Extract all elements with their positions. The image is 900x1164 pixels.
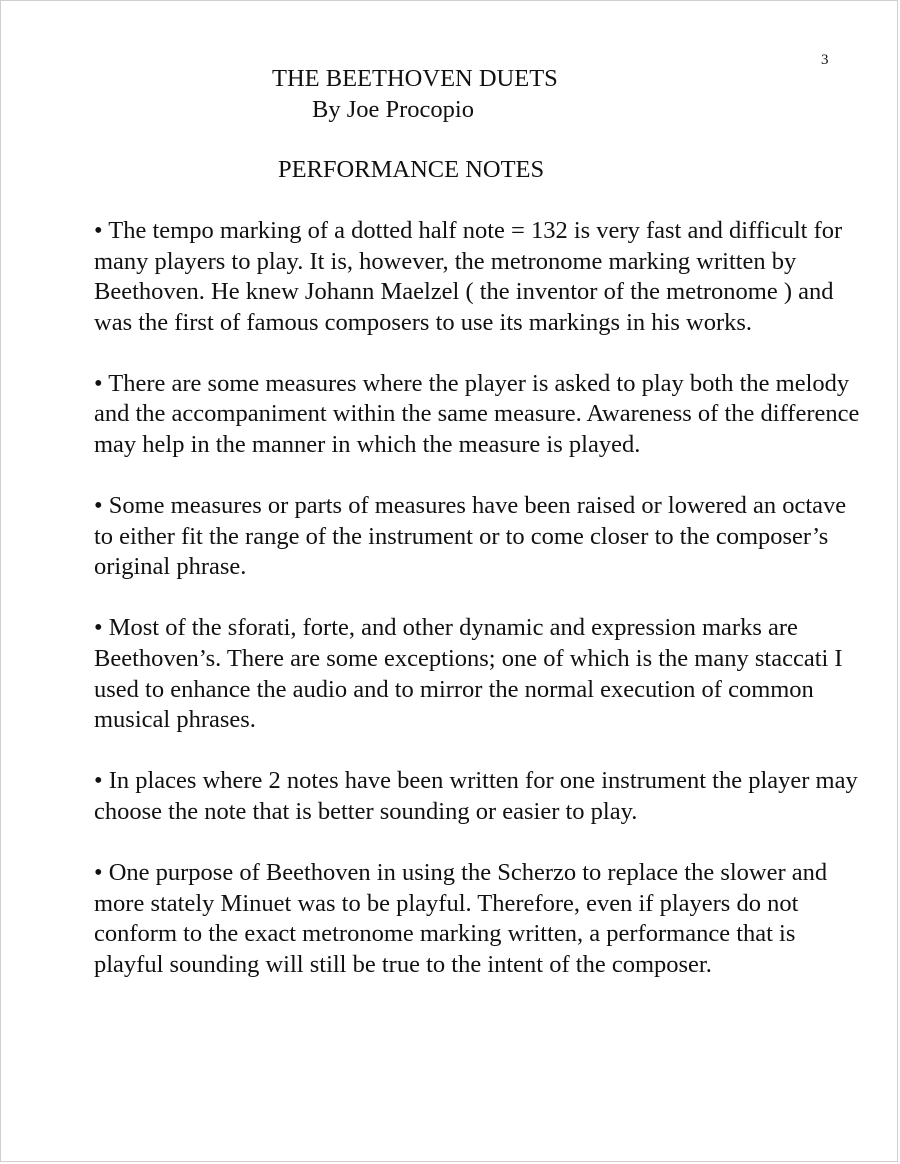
section-heading: PERFORMANCE NOTES <box>278 156 545 183</box>
author-byline: By Joe Procopio <box>312 96 474 123</box>
note-melody-accompaniment: • There are some measures where the player is asked to play both the melody and the accompaniment within the same measure. Awareness of the difference may help in the manner in which the measure is played. <box>94 369 860 459</box>
page-number: 3 <box>821 52 829 68</box>
note-octave-changes: • Some measures or parts of measures have been raised or lowered an octave to either fit the range of the instrument or to come closer to the composer’s original phrase. <box>94 492 847 581</box>
performance-notes-list <box>94 216 864 1011</box>
document-title: THE BEETHOVEN DUETS <box>272 65 558 92</box>
note-dynamics: • Most of the sforati, forte, and other dynamic and expression marks are Beethoven’s. There are some exceptions; one of which is the many staccati I used to enhance the audio and to mirror the normal execution of common musical phrases. <box>94 614 843 734</box>
note-scherzo: • One purpose of Beethoven in using the Scherzo to replace the slower and more stately Minuet was to be playful. Therefore, even if players do not conform to the exact metronome marking written, a performance that is playful sounding will still be true to the intent of the composer. <box>94 859 828 978</box>
note-double-notes: • In places where 2 notes have been written for one instrument the player may choose the note that is better sounding or easier to play. <box>94 767 858 825</box>
note-tempo: • The tempo marking of a dotted half note = 132 is very fast and difficult for many players to play. It is, however, the metronome marking written by Beethoven. He knew Johann Maelzel ( the inventor of the metronome ) and was the first of famous composers to use its markings in his works. <box>94 217 843 336</box>
